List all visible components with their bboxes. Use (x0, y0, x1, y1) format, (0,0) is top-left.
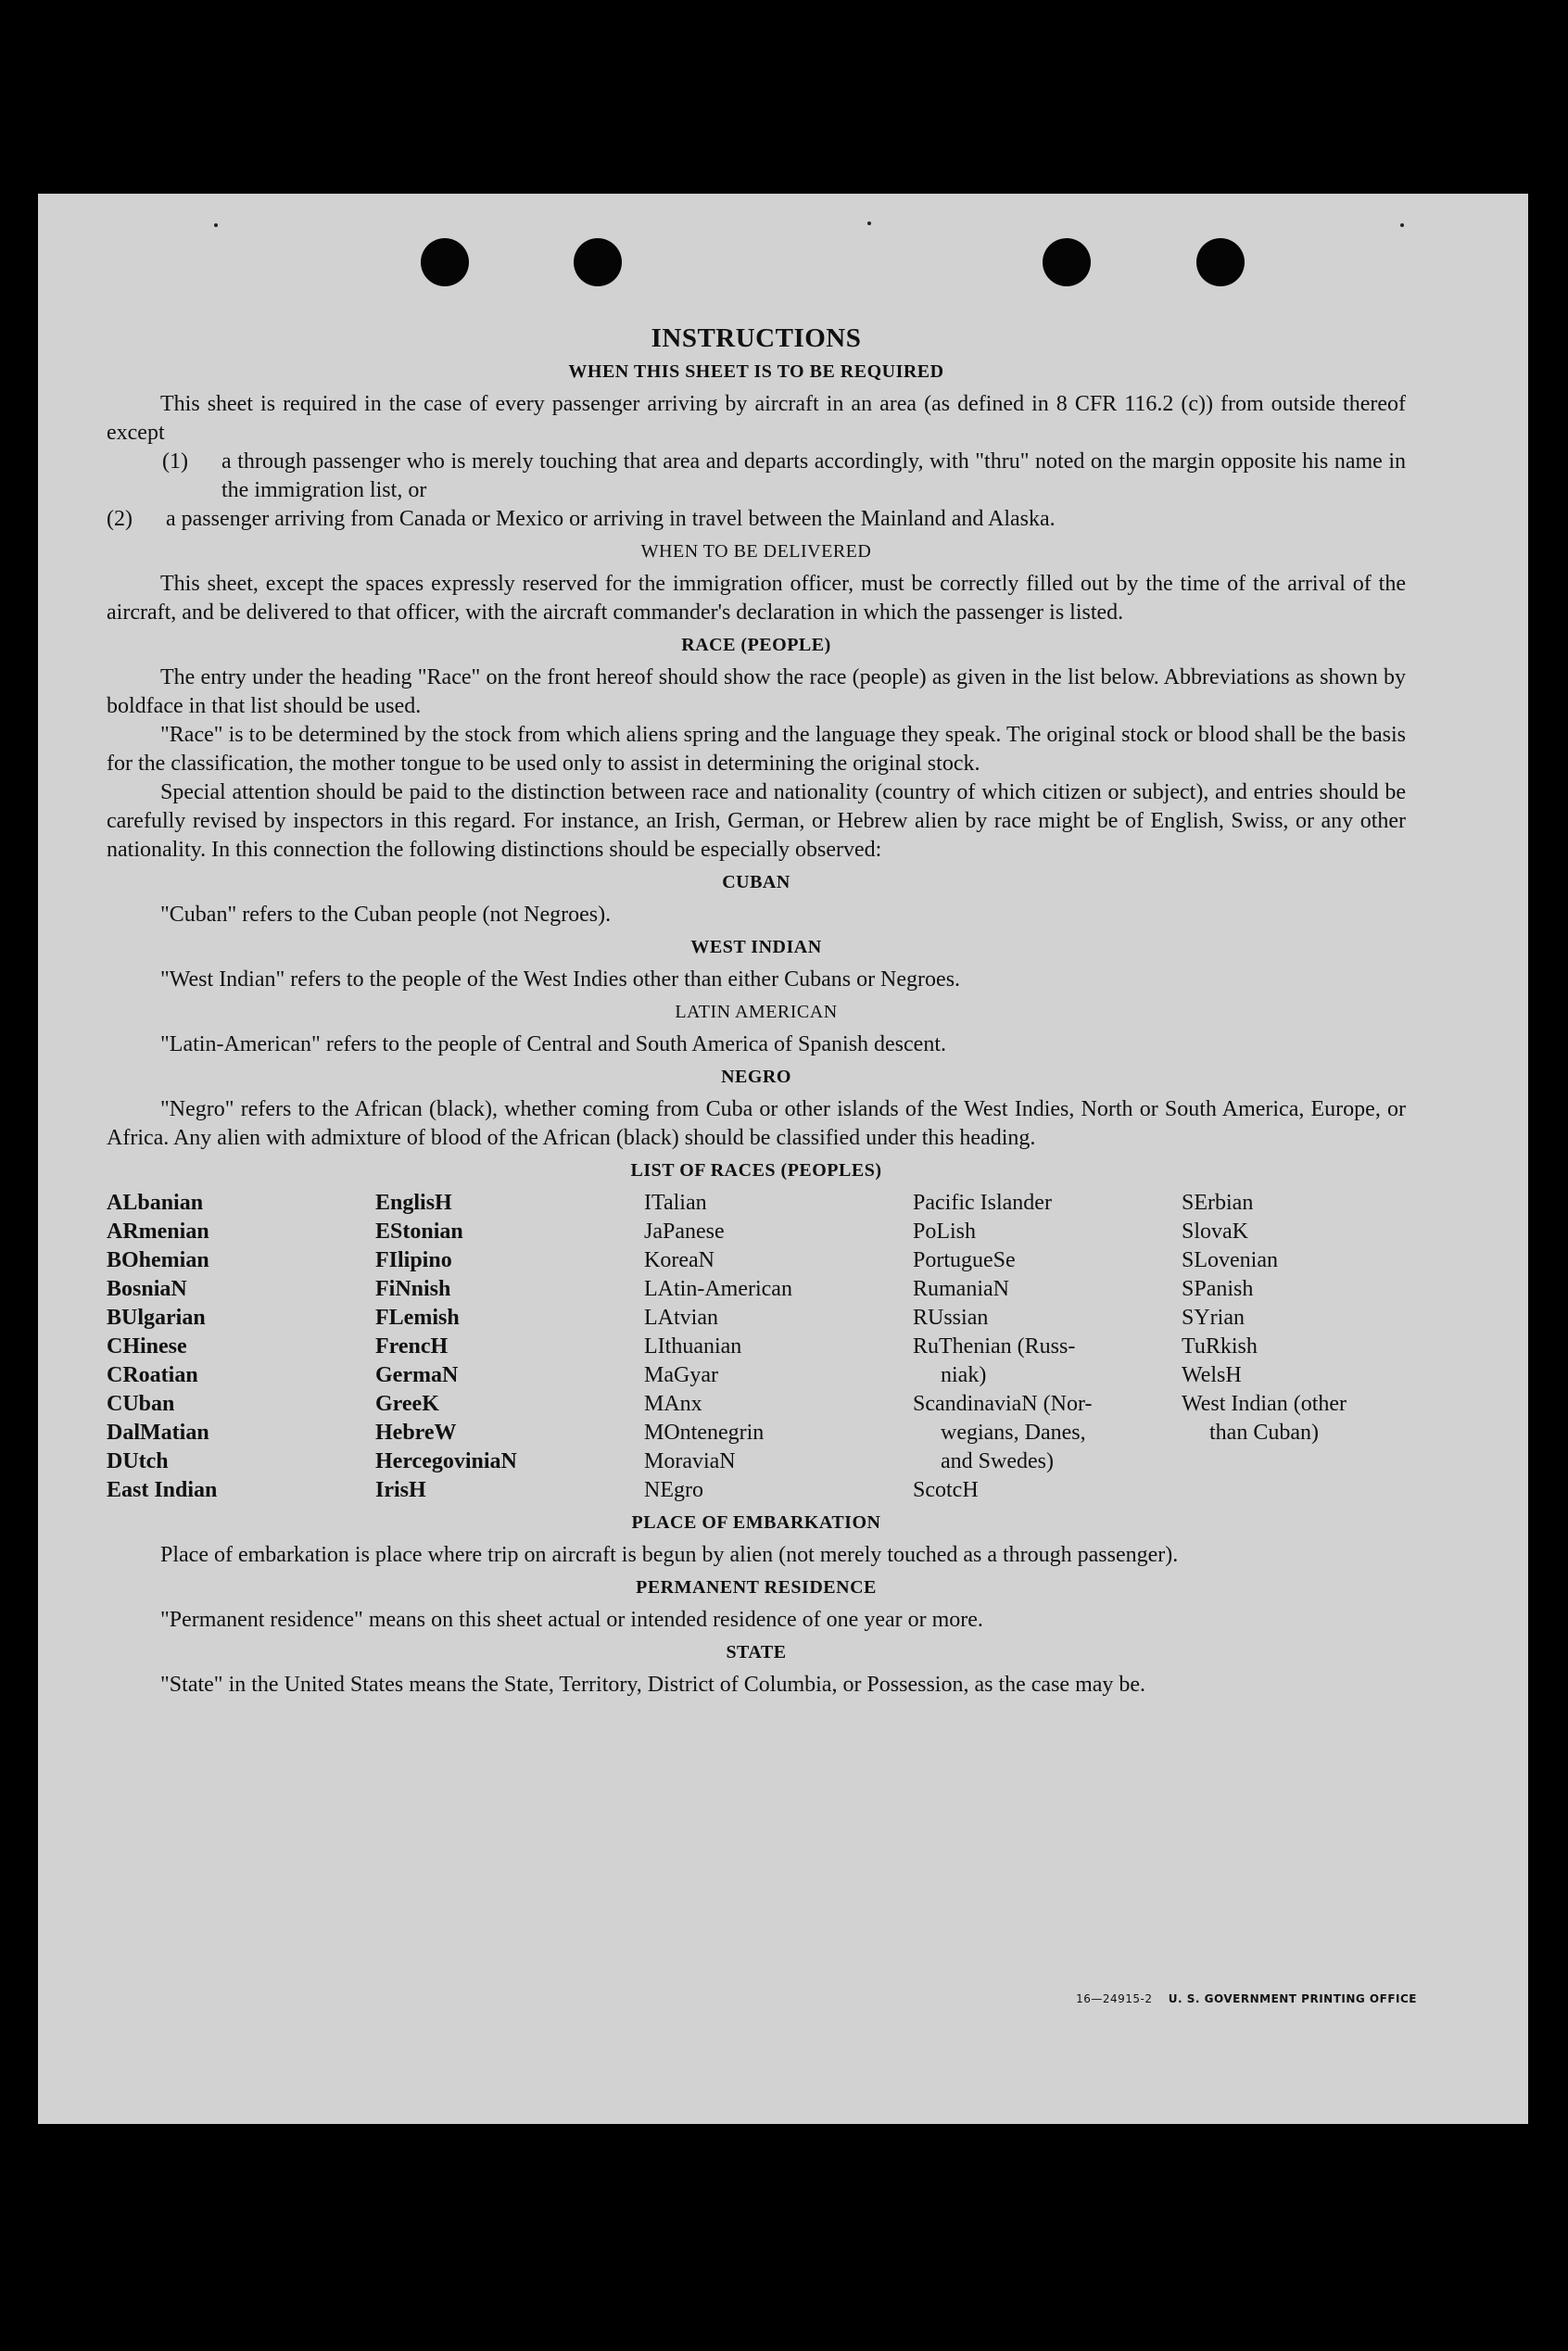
race-entry: BosniaN (107, 1277, 187, 1301)
form-code: 16—24915-2 (1076, 1992, 1153, 2005)
race-entry: LIthuanian (644, 1334, 742, 1359)
race-entry: ARmenian (107, 1220, 209, 1244)
cuban-text: "Cuban" refers to the Cuban people (not Negroes). (160, 903, 612, 927)
west-indian-text: "West Indian" refers to the people of the West Indies other than either Cubans or Negroes. (160, 967, 961, 992)
heading-when-required: WHEN THIS SHEET IS TO BE REQUIRED (568, 361, 944, 382)
race-entry: EStonian (375, 1220, 463, 1244)
race-entry: BOhemian (107, 1248, 209, 1272)
race-entry-continuation: and Swedes) (941, 1449, 1054, 1473)
race-entry: LAtvian (644, 1306, 718, 1330)
race-entry-continuation: niak) (941, 1363, 987, 1387)
speck (214, 223, 218, 227)
exception-text: a passenger arriving from Canada or Mexico or arriving in travel between the Mainland and Alaska. (166, 507, 1056, 531)
page-title: INSTRUCTIONS (651, 323, 862, 353)
races-column-1 (107, 1189, 375, 1505)
race-entry: GermaN (375, 1363, 459, 1387)
exception-number: (1) (162, 449, 188, 474)
race-entry: CUban (107, 1392, 175, 1416)
heading-list-of-races: LIST OF RACES (PEOPLES) (630, 1160, 882, 1181)
race-entry: EnglisH (375, 1191, 452, 1215)
race-entry: SErbian (1182, 1191, 1254, 1215)
race-entry: RUssian (913, 1306, 989, 1330)
race-entry: GreeK (375, 1392, 439, 1416)
race-entry: RumaniaN (913, 1277, 1009, 1301)
heading-state: STATE (726, 1642, 787, 1662)
race-entry: CRoatian (107, 1363, 198, 1387)
punch-hole (1043, 238, 1091, 286)
race-entry: FLemish (375, 1306, 460, 1330)
race-entry: Pacific Islander (913, 1191, 1052, 1215)
state-text: "State" in the United States means the State, Territory, District of Columbia, or Possession, as the case may be. (160, 1673, 1146, 1697)
race-entry: WelsH (1182, 1363, 1242, 1387)
form-footer (1076, 1992, 1417, 2005)
exception-item-2 (107, 505, 1406, 534)
race-paragraph-2: "Race" is to be determined by the stock from which aliens spring and the language they speak. The original stock or blood shall be the basis for the classification, the mother tongue to be used only to assist in determining the original stock. (107, 723, 1406, 776)
exception-item-1 (162, 448, 1406, 505)
speck (867, 221, 871, 225)
race-entry: FIlipino (375, 1248, 452, 1272)
race-entry: SLovenian (1182, 1248, 1278, 1272)
embarkation-text: Place of embarkation is place where trip on aircraft is begun by alien (not merely touched as a through passenger). (160, 1543, 1179, 1567)
race-entry: RuThenian (Russ- (913, 1334, 1076, 1359)
race-entry: MoraviaN (644, 1449, 736, 1473)
race-entry: ScandinaviaN (Nor- (913, 1392, 1093, 1416)
heading-west-indian: WEST INDIAN (690, 937, 822, 957)
race-entry: LAtin-American (644, 1277, 792, 1301)
instructions-content (107, 323, 1406, 1700)
race-entry: West Indian (other (1182, 1392, 1347, 1416)
race-entry: BUlgarian (107, 1306, 206, 1330)
race-entry: FrencH (375, 1334, 449, 1359)
when-required-intro: This sheet is required in the case of every passenger arriving by aircraft in an area (as defined in 8 CFR 116.2 (c)) from outside thereof except (107, 392, 1406, 445)
negro-text: "Negro" refers to the African (black), whether coming from Cuba or other islands of the West Indies, North or South America, Europe, or Africa. Any alien with admixture of blood of the African (black) should be classified under this heading. (107, 1097, 1406, 1150)
race-entry: SPanish (1182, 1277, 1254, 1301)
when-delivered-text: This sheet, except the spaces expressly reserved for the immigration officer, must be correctly filled out by the time of the arrival of the aircraft, and be delivered to that officer, with the aircraft commander's declaration in which the passenger is listed. (107, 572, 1406, 625)
race-entry: ALbanian (107, 1191, 204, 1215)
race-paragraph-1: The entry under the heading "Race" on the front hereof should show the race (people) as given in the list below. Abbreviations as shown by boldface in that list should be used. (107, 665, 1406, 718)
exception-number: (2) (107, 507, 133, 531)
race-entry: KoreaN (644, 1248, 714, 1272)
heading-permanent-residence: PERMANENT RESIDENCE (636, 1577, 877, 1598)
document-sheet (38, 194, 1528, 2124)
heading-embarkation: PLACE OF EMBARKATION (631, 1512, 881, 1533)
races-list (107, 1189, 1406, 1505)
race-entry: MAnx (644, 1392, 702, 1416)
race-entry-continuation: wegians, Danes, (941, 1421, 1086, 1445)
races-column-5 (1182, 1189, 1450, 1505)
race-entry: TuRkish (1182, 1334, 1258, 1359)
race-entry: MOntenegrin (644, 1421, 765, 1445)
race-entry: IrisH (375, 1478, 426, 1502)
race-entry: CHinese (107, 1334, 187, 1359)
race-entry: DUtch (107, 1449, 169, 1473)
residence-text: "Permanent residence" means on this sheet actual or intended residence of one year or more. (160, 1608, 983, 1632)
race-entry: MaGyar (644, 1363, 718, 1387)
race-entry: PoLish (913, 1220, 977, 1244)
race-entry: DalMatian (107, 1421, 209, 1445)
races-column-4 (913, 1189, 1182, 1505)
punch-hole (421, 238, 469, 286)
exception-text: a through passenger who is merely touching that area and departs accordingly, with "thru" noted on the margin opposite his name in the immigration list, or (221, 449, 1406, 502)
punch-hole (574, 238, 622, 286)
punch-hole (1196, 238, 1245, 286)
heading-race: RACE (PEOPLE) (681, 635, 831, 655)
race-entry: HebreW (375, 1421, 457, 1445)
latin-american-text: "Latin-American" refers to the people of Central and South America of Spanish descent. (160, 1032, 946, 1056)
race-entry: JaPanese (644, 1220, 725, 1244)
speck (1400, 223, 1404, 227)
races-column-2 (375, 1189, 644, 1505)
heading-latin-american: LATIN AMERICAN (675, 1002, 838, 1022)
race-entry: SYrian (1182, 1306, 1245, 1330)
race-entry: ScotcH (913, 1478, 979, 1502)
printer-imprint: U. S. GOVERNMENT PRINTING OFFICE (1168, 1992, 1417, 2005)
race-entry: FiNnish (375, 1277, 451, 1301)
race-entry: NEgro (644, 1478, 703, 1502)
race-entry: SlovaK (1182, 1220, 1248, 1244)
race-entry: PortugueSe (913, 1248, 1016, 1272)
race-entry: ITalian (644, 1191, 707, 1215)
races-column-3 (644, 1189, 913, 1505)
race-paragraph-3: Special attention should be paid to the distinction between race and nationality (country of which citizen or subject), and entries should be carefully revised by inspectors in this regard. For instance, an Irish, German, or Hebrew alien by race might be of English, Swiss, or any other nationality. In this connection the following distinctions should be especially observed: (107, 780, 1406, 862)
heading-negro: NEGRO (721, 1067, 791, 1087)
race-entry: HercegoviniaN (375, 1449, 517, 1473)
heading-when-delivered: WHEN TO BE DELIVERED (640, 541, 872, 562)
heading-cuban: CUBAN (722, 872, 790, 892)
race-entry-continuation: than Cuban) (1209, 1421, 1319, 1445)
race-entry: East Indian (107, 1478, 218, 1502)
